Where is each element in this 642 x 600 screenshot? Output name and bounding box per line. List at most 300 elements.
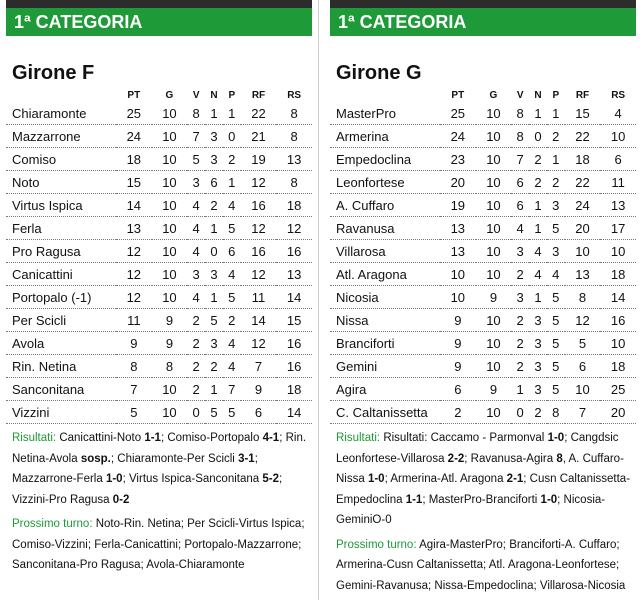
stat-cell: 10	[476, 102, 512, 125]
stat-cell: 1	[511, 378, 529, 401]
stat-cell: 12	[241, 217, 277, 240]
table-row	[6, 309, 312, 332]
results-block	[12, 428, 312, 510]
stat-cell: 2	[205, 355, 223, 378]
stat-cell: 5	[223, 217, 241, 240]
stat-cell: 9	[440, 309, 476, 332]
match-text: ; Rin. Netina-Avola	[12, 432, 307, 465]
stat-cell: 13	[276, 263, 312, 286]
stat-cell: 8	[116, 355, 152, 378]
stat-cell: 16	[600, 309, 636, 332]
stat-cell: 4	[529, 240, 547, 263]
stat-cell: 16	[241, 194, 277, 217]
stat-cell: 13	[276, 148, 312, 171]
table-row	[6, 355, 312, 378]
next-round-label: Prossimo turno:	[336, 538, 417, 551]
stat-cell: 18	[600, 263, 636, 286]
stat-cell: 1	[529, 194, 547, 217]
stat-cell: 2	[511, 332, 529, 355]
team-name: Avola	[6, 332, 116, 355]
column-header: PT	[127, 89, 141, 101]
stat-cell: 23	[440, 148, 476, 171]
table-row	[330, 125, 636, 148]
stat-cell: 8	[565, 286, 601, 309]
stat-cell: 13	[116, 217, 152, 240]
stat-cell: 10	[476, 148, 512, 171]
stat-cell: 4	[187, 194, 205, 217]
stat-cell: 11	[600, 171, 636, 194]
stat-cell: 2	[223, 148, 241, 171]
stat-cell: 10	[440, 263, 476, 286]
stat-cell: 5	[223, 286, 241, 309]
table-row	[6, 102, 312, 125]
stat-cell: 8	[276, 171, 312, 194]
stat-cell: 13	[440, 217, 476, 240]
stat-cell: 15	[565, 102, 601, 125]
stat-cell: 3	[205, 332, 223, 355]
stat-cell: 12	[116, 286, 152, 309]
stat-cell: 2	[529, 148, 547, 171]
stat-cell: 2	[205, 194, 223, 217]
stat-cell: 3	[529, 378, 547, 401]
stat-cell: 3	[529, 355, 547, 378]
stat-cell: 12	[276, 217, 312, 240]
stat-cell: 10	[152, 171, 188, 194]
stat-cell: 12	[241, 171, 277, 194]
team-name: Canicattini	[6, 263, 116, 286]
stat-cell: 11	[241, 286, 277, 309]
stat-cell: 12	[116, 263, 152, 286]
stat-cell: 14	[276, 401, 312, 424]
stat-cell: 3	[205, 148, 223, 171]
standings-table	[6, 88, 312, 424]
stat-cell: 3	[187, 171, 205, 194]
stat-cell: 22	[565, 125, 601, 148]
stat-cell: 13	[565, 263, 601, 286]
stat-cell: 3	[529, 309, 547, 332]
stat-cell: 7	[187, 125, 205, 148]
stat-cell: 0	[511, 401, 529, 424]
column-header	[330, 88, 440, 102]
team-name: Rin. Netina	[6, 355, 116, 378]
stat-cell: 14	[600, 286, 636, 309]
column-header: PT	[451, 89, 465, 101]
stat-cell: 2	[187, 309, 205, 332]
stat-cell: 1	[205, 378, 223, 401]
stat-cell: 13	[440, 240, 476, 263]
stat-cell: 1	[223, 171, 241, 194]
stat-cell: 14	[276, 286, 312, 309]
stat-cell: 5	[547, 378, 565, 401]
stat-cell: 6	[565, 355, 601, 378]
stat-cell: 2	[440, 401, 476, 424]
stat-cell: 1	[547, 148, 565, 171]
team-name: Ravanusa	[330, 217, 440, 240]
table-row	[6, 263, 312, 286]
stat-cell: 24	[565, 194, 601, 217]
table-row	[330, 332, 636, 355]
stat-cell: 5	[547, 217, 565, 240]
match-text: ; Nicosia-GeminiO-0	[336, 493, 606, 526]
table-row	[330, 240, 636, 263]
stat-cell: 1	[529, 286, 547, 309]
stat-cell: 19	[440, 194, 476, 217]
stat-cell: 7	[241, 355, 277, 378]
stat-cell: 1	[205, 217, 223, 240]
stat-cell: 25	[116, 102, 152, 125]
stat-cell: 10	[565, 378, 601, 401]
stat-cell: 10	[152, 286, 188, 309]
team-name: Atl. Aragona	[330, 263, 440, 286]
stat-cell: 10	[600, 332, 636, 355]
column-header	[6, 88, 116, 102]
stat-cell: 0	[529, 125, 547, 148]
category-banner: 1ª CATEGORIA	[330, 0, 636, 36]
match-score: 4-1	[262, 432, 280, 444]
stat-cell: 4	[223, 332, 241, 355]
table-row	[330, 263, 636, 286]
match-score: 1-0	[105, 473, 123, 485]
stat-cell: 12	[241, 263, 277, 286]
stat-cell: 25	[440, 102, 476, 125]
table-row	[6, 148, 312, 171]
table-row	[330, 378, 636, 401]
stat-cell: 3	[205, 125, 223, 148]
stat-cell: 2	[511, 355, 529, 378]
stat-cell: 12	[565, 309, 601, 332]
match-score: 5-2	[262, 473, 279, 485]
table-row	[330, 148, 636, 171]
stat-cell: 10	[152, 401, 188, 424]
column-header: P	[228, 89, 236, 101]
stat-cell: 10	[152, 378, 188, 401]
stat-cell: 10	[476, 240, 512, 263]
table-row	[6, 286, 312, 309]
stat-cell: 20	[565, 217, 601, 240]
column-header: G	[165, 89, 174, 101]
stat-cell: 25	[600, 378, 636, 401]
stat-cell: 20	[440, 171, 476, 194]
stat-cell: 15	[116, 171, 152, 194]
stat-cell: 16	[241, 240, 277, 263]
stat-cell: 11	[116, 309, 152, 332]
stat-cell: 10	[565, 240, 601, 263]
stat-cell: 7	[511, 148, 529, 171]
stat-cell: 0	[187, 401, 205, 424]
stat-cell: 8	[511, 125, 529, 148]
stat-cell: 10	[476, 309, 512, 332]
table-row	[330, 309, 636, 332]
stat-cell: 6	[440, 378, 476, 401]
table-row	[330, 401, 636, 424]
table-header-row	[330, 88, 636, 102]
stat-cell: 9	[476, 286, 512, 309]
match-text: , A. Cuffaro-Nissa	[336, 452, 624, 485]
stat-cell: 16	[276, 240, 312, 263]
stat-cell: 2	[547, 125, 565, 148]
stat-cell: 4	[187, 240, 205, 263]
stat-cell: 10	[152, 102, 188, 125]
stat-cell: 2	[511, 263, 529, 286]
stat-cell: 2	[187, 332, 205, 355]
stat-cell: 4	[187, 286, 205, 309]
stat-cell: 9	[152, 309, 188, 332]
column-header: RF	[575, 89, 590, 101]
stat-cell: 10	[152, 125, 188, 148]
match-score: 1-0	[540, 493, 558, 506]
table-row	[6, 194, 312, 217]
stat-cell: 0	[205, 240, 223, 263]
team-name: Chiaramonte	[6, 102, 116, 125]
table-row	[6, 401, 312, 424]
match-text: ; Mazzarrone-Ferla	[12, 452, 258, 485]
match-score: 1-0	[367, 473, 385, 485]
stat-cell: 9	[440, 355, 476, 378]
stat-cell: 5	[547, 309, 565, 332]
stat-cell: 2	[529, 171, 547, 194]
stat-cell: 6	[241, 401, 277, 424]
team-name: Per Scicli	[6, 309, 116, 332]
table-row	[6, 240, 312, 263]
match-text: ; Cusn Caltanissetta-Empedoclina	[336, 473, 631, 506]
stat-cell: 22	[241, 102, 277, 125]
stat-cell: 10	[476, 125, 512, 148]
next-round-text: Noto-Rin. Netina; Per Scicli-Virtus Ispica; Comiso-Vizzini; Ferla-Canicattini; Portopalo-Mazzarrone; Sanconitana-Pro Ragusa; Avola-Chiaramonte	[12, 518, 305, 571]
stat-cell: 8	[511, 102, 529, 125]
stat-cell: 8	[276, 102, 312, 125]
match-text: ; Comiso-Portopalo	[160, 432, 263, 444]
team-name: Sanconitana	[6, 378, 116, 401]
stat-cell: 5	[223, 401, 241, 424]
team-name: C. Caltanissetta	[330, 401, 440, 424]
next-round-text: Agira-MasterPro; Branciforti-A. Cuffaro; Armerina-Cusn Caltanissetta; Atl. Aragona-Leonfortese; Gemini-Ravanusa; Nissa-Empedoclina; Villarosa-Nicosia	[336, 538, 626, 592]
stat-cell: 3	[511, 240, 529, 263]
table-row	[6, 171, 312, 194]
column-header: RS	[611, 89, 626, 101]
standings-table	[330, 88, 636, 424]
category-banner: 1ª CATEGORIA	[6, 0, 312, 36]
stat-cell: 5	[565, 332, 601, 355]
results-label: Risultati:	[336, 432, 381, 444]
stat-cell: 4	[187, 217, 205, 240]
column-header: P	[552, 89, 560, 101]
stat-cell: 6	[511, 194, 529, 217]
table-row	[330, 217, 636, 240]
stat-cell: 1	[205, 102, 223, 125]
stat-cell: 1	[223, 102, 241, 125]
table-header-row	[6, 88, 312, 102]
stat-cell: 15	[276, 309, 312, 332]
stat-cell: 6	[511, 171, 529, 194]
stat-cell: 10	[476, 217, 512, 240]
results-text	[12, 432, 306, 506]
table-row	[6, 332, 312, 355]
match-score: 0-2	[112, 493, 130, 506]
stat-cell: 10	[600, 240, 636, 263]
table-row	[330, 194, 636, 217]
stat-cell: 5	[547, 286, 565, 309]
team-name: Agira	[330, 378, 440, 401]
match-score: 2-1	[506, 473, 524, 485]
results-block	[336, 428, 636, 531]
team-name: Virtus Ispica	[6, 194, 116, 217]
team-name: Mazzarrone	[6, 125, 116, 148]
stat-cell: 5	[116, 401, 152, 424]
stat-cell: 4	[600, 102, 636, 125]
stat-cell: 10	[152, 240, 188, 263]
column-header: N	[210, 89, 218, 101]
stat-cell: 1	[547, 102, 565, 125]
stat-cell: 2	[529, 401, 547, 424]
stat-cell: 6	[205, 171, 223, 194]
stat-cell: 7	[565, 401, 601, 424]
stat-cell: 4	[223, 355, 241, 378]
match-score: 1-1	[405, 493, 423, 506]
team-name: Leonfortese	[330, 171, 440, 194]
stat-cell: 18	[276, 194, 312, 217]
stat-cell: 18	[116, 148, 152, 171]
stat-cell: 9	[152, 332, 188, 355]
team-name: Ferla	[6, 217, 116, 240]
match-text: ; Cangdsic Leonfortese-Villarosa	[336, 432, 619, 465]
match-score: 2-2	[447, 452, 465, 465]
stat-cell: 16	[276, 332, 312, 355]
stat-cell: 10	[152, 194, 188, 217]
team-name: Nissa	[330, 309, 440, 332]
stat-cell: 1	[529, 102, 547, 125]
team-name: Gemini	[330, 355, 440, 378]
team-name: Noto	[6, 171, 116, 194]
stat-cell: 3	[529, 332, 547, 355]
stat-cell: 1	[205, 286, 223, 309]
match-text: Canicattini-Noto	[59, 432, 145, 444]
stat-cell: 19	[241, 148, 277, 171]
team-name: Comiso	[6, 148, 116, 171]
stat-cell: 20	[600, 401, 636, 424]
column-header: V	[192, 89, 200, 101]
team-name: Vizzini	[6, 401, 116, 424]
match-text: ; Vizzini-Pro Ragusa	[12, 473, 283, 506]
column-header: G	[489, 89, 498, 101]
table-body	[6, 102, 312, 424]
stat-cell: 4	[511, 217, 529, 240]
stat-cell: 0	[223, 125, 241, 148]
stat-cell: 5	[187, 148, 205, 171]
team-name: MasterPro	[330, 102, 440, 125]
stat-cell: 4	[223, 263, 241, 286]
stat-cell: 8	[152, 355, 188, 378]
stat-cell: 9	[476, 378, 512, 401]
match-text: ; Virtus Ispica-Sanconitana	[122, 473, 263, 485]
match-score: 1-1	[144, 432, 161, 444]
stat-cell: 13	[600, 194, 636, 217]
stat-cell: 7	[116, 378, 152, 401]
stat-cell: 5	[205, 401, 223, 424]
stat-cell: 8	[276, 125, 312, 148]
next-round-block	[12, 514, 312, 576]
team-name: Pro Ragusa	[6, 240, 116, 263]
stat-cell: 1	[529, 217, 547, 240]
stat-cell: 18	[565, 148, 601, 171]
girone-title: Girone F	[12, 62, 95, 84]
stat-cell: 16	[276, 355, 312, 378]
stat-cell: 2	[223, 309, 241, 332]
team-name: Armerina	[330, 125, 440, 148]
match-score: sosp.	[80, 452, 111, 465]
stat-cell: 3	[547, 194, 565, 217]
team-name: Portopalo (-1)	[6, 286, 116, 309]
stat-cell: 14	[241, 309, 277, 332]
stat-cell: 24	[440, 125, 476, 148]
stat-cell: 5	[205, 309, 223, 332]
team-name: Nicosia	[330, 286, 440, 309]
stat-cell: 14	[116, 194, 152, 217]
column-header: N	[534, 89, 542, 101]
stat-cell: 10	[476, 263, 512, 286]
stat-cell: 10	[476, 355, 512, 378]
team-name: Branciforti	[330, 332, 440, 355]
stat-cell: 10	[152, 217, 188, 240]
stat-cell: 10	[476, 332, 512, 355]
stat-cell: 5	[547, 355, 565, 378]
stat-cell: 10	[476, 171, 512, 194]
match-text: ; Ravanusa-Agira	[464, 452, 557, 465]
match-score: 8	[556, 452, 563, 465]
table-row	[6, 125, 312, 148]
column-divider	[318, 0, 319, 600]
column-header: RS	[287, 89, 302, 101]
stat-cell: 10	[152, 148, 188, 171]
girone-f-panel	[6, 0, 312, 576]
stat-cell: 7	[223, 378, 241, 401]
table-row	[330, 286, 636, 309]
team-name: Villarosa	[330, 240, 440, 263]
stat-cell: 9	[241, 378, 277, 401]
stat-cell: 10	[440, 286, 476, 309]
table-body	[330, 102, 636, 424]
match-score: 1-0	[547, 432, 565, 444]
column-header: RF	[251, 89, 266, 101]
stat-cell: 3	[205, 263, 223, 286]
stat-cell: 2	[187, 378, 205, 401]
stat-cell: 4	[223, 194, 241, 217]
next-round-label: Prossimo turno:	[12, 518, 93, 530]
match-text: ; MasterPro-Branciforti	[422, 493, 541, 506]
stat-cell: 2	[187, 355, 205, 378]
team-name: A. Cuffaro	[330, 194, 440, 217]
stat-cell: 18	[600, 355, 636, 378]
stat-cell: 2	[547, 171, 565, 194]
table-row	[6, 378, 312, 401]
stat-cell: 10	[476, 194, 512, 217]
stat-cell: 4	[529, 263, 547, 286]
match-text: ; Chiaramonte-Per Scicli	[110, 452, 239, 465]
stat-cell: 21	[241, 125, 277, 148]
match-score: 3-1	[238, 452, 255, 465]
table-row	[330, 355, 636, 378]
team-name: Empedoclina	[330, 148, 440, 171]
results-text	[336, 432, 630, 526]
stat-cell: 8	[187, 102, 205, 125]
girone-title: Girone G	[336, 62, 422, 84]
stat-cell: 3	[187, 263, 205, 286]
stat-cell: 9	[440, 332, 476, 355]
stat-cell: 6	[223, 240, 241, 263]
stat-cell: 10	[476, 401, 512, 424]
stat-cell: 3	[547, 240, 565, 263]
stat-cell: 9	[116, 332, 152, 355]
stat-cell: 18	[276, 378, 312, 401]
